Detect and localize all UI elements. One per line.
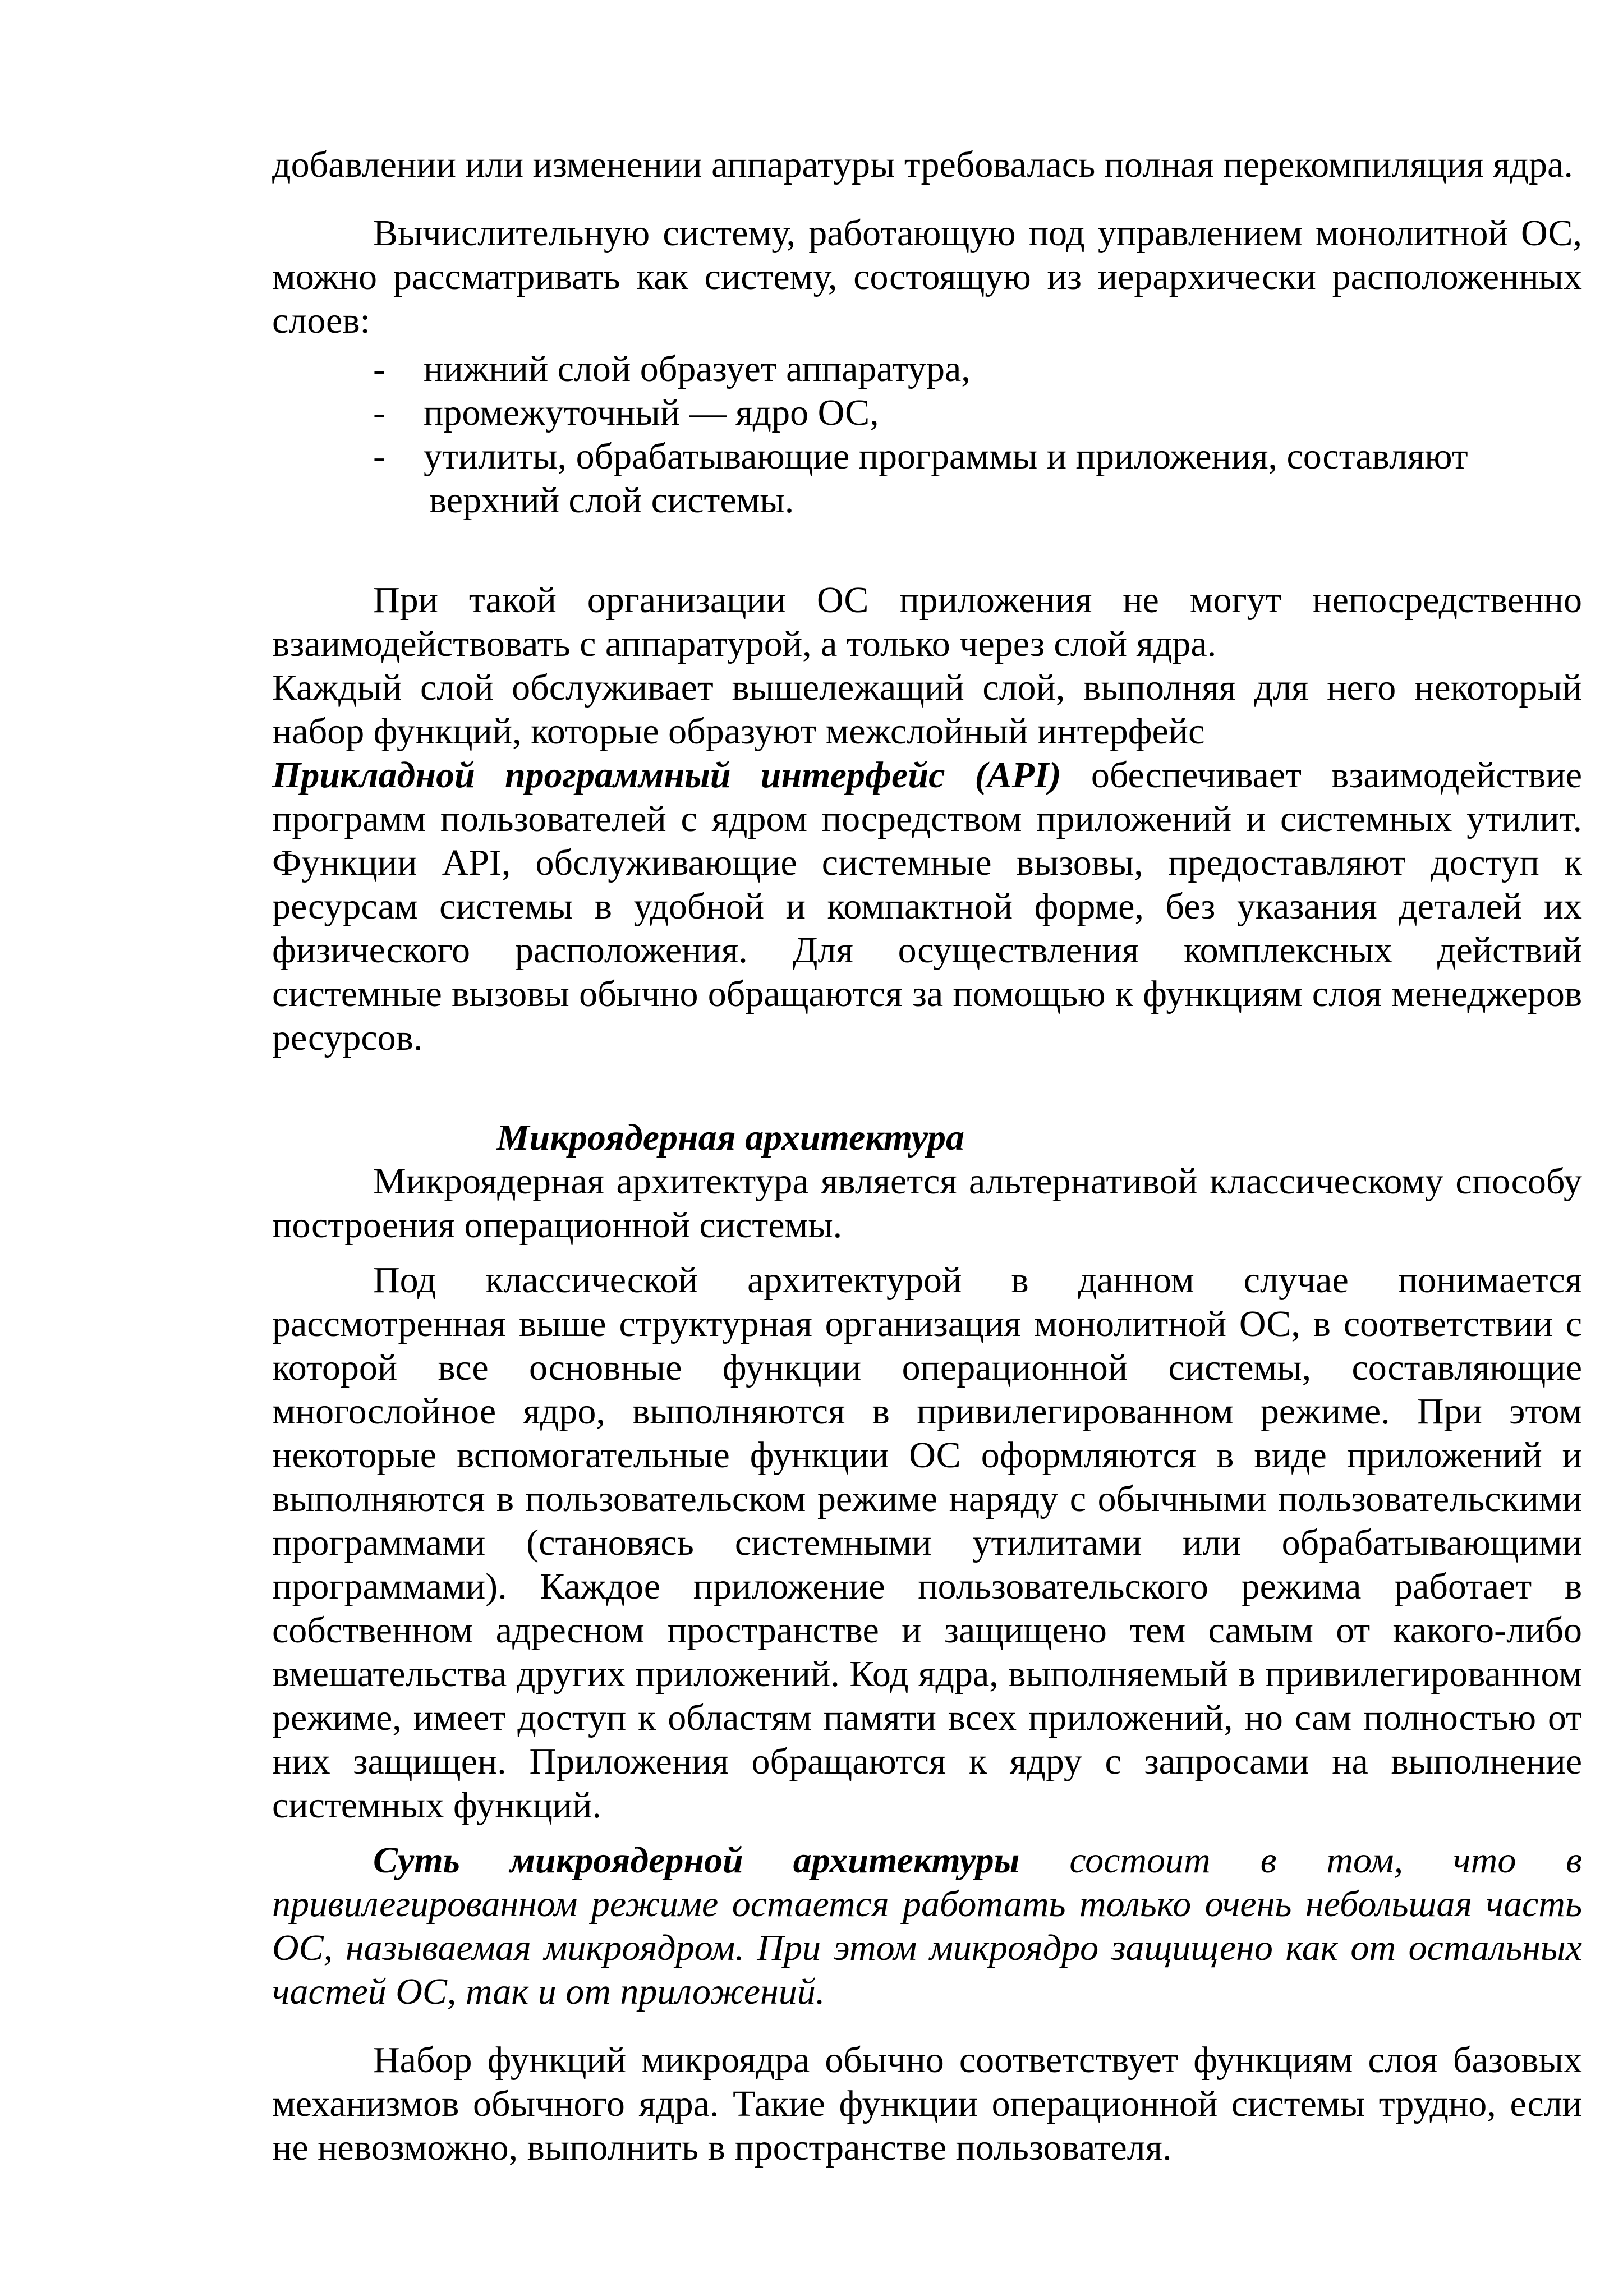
list-item-continuation: верхний слой системы. <box>429 480 794 521</box>
paragraph-intro: добавлении или изменении аппаратуры требовалась полная перекомпиляция ядра. <box>272 144 1573 185</box>
paragraph-classic-architecture: Под классической архитектурой в данном случае понимается рассмотренная выше структурная организация монолитной ОС, в соответствии с которой все основные функции операционной системы, составляющие многослойное ядро, выполняются в привилегированном режиме. При этом некоторые вспомогательные функции ОС оформляются в виде приложений и выполняются в пользовательском режиме наряду с обычными пользовательскими программами (становясь системными утилитами или обрабатывающими программами). Каждое приложение пользовательского режима работает в собственном адресном пространстве и защищено тем самым от какого-либо вмешательства других приложений. Код ядра, выполняемый в привилегированном режиме, имеет доступ к областям памяти всех приложений, но сам полностью от них защищен. Приложения обращаются к ядру с запросами на выполнение системных функций. <box>272 1260 1582 1826</box>
list-item <box>373 391 1574 435</box>
paragraph-essence <box>272 1839 1582 2014</box>
essence-description: состоит в том, что в привилегированном режиме остается работать только очень небольшая часть ОС, называемая микроядром. При этом микроядро защищено как от остальных частей ОС, так и от приложений. <box>272 1840 1582 2012</box>
paragraph-microkernel-functions: Набор функций микроядра обычно соответствует функциям слоя базовых механизмов обычного ядра. Такие функции операционной системы трудно, если не невозможно, выполнить в пространстве пользователя. <box>272 2040 1582 2168</box>
paragraph-organization: При такой организации ОС приложения не могут непосредственно взаимодействовать с аппаратурой, а только через слой ядра. <box>272 580 1582 664</box>
list-dash: - <box>373 436 385 477</box>
paragraph-each-layer: Каждый слой обслуживает вышележащий слой, выполняя для него некоторый набор функций, которые образуют межслойный интерфейс <box>272 667 1582 752</box>
document-page <box>272 143 1582 2170</box>
list-dash: - <box>373 348 385 389</box>
list-item-text: промежуточный — ядро ОС, <box>424 392 879 433</box>
list-item <box>373 435 1574 522</box>
list-item-text: нижний слой образует аппаратура, <box>424 348 971 389</box>
layers-list <box>272 347 1582 522</box>
list-item <box>373 347 1574 391</box>
paragraph-layers-intro: Вычислительную систему, работающую под управлением монолитной ОС, можно рассматривать как систему, состоящую из иерархически расположенных слоев: <box>272 213 1582 341</box>
list-dash: - <box>373 392 385 433</box>
list-item-text: утилиты, обрабатывающие программы и приложения, составляют <box>424 436 1468 477</box>
paragraph-microkernel-alternative: Микроядерная архитектура является альтернативой классическому способу построения операционной системы. <box>272 1161 1582 1246</box>
essence-term: Суть микроядерной архитектуры <box>373 1840 1020 1881</box>
section-heading: Микроядерная архитектура <box>496 1117 964 1158</box>
paragraph-api <box>272 754 1582 1060</box>
api-description: обеспечивает взаимодействие программ пользователей с ядром посредством приложений и системных утилит. Функции API, обслуживающие системные вызовы, предоставляют доступ к ресурсам системы в удобной и компактной форме, без указания деталей их физического расположения. Для осуществления комплексных действий системные вызовы обычно обращаются за помощью к функциям слоя менеджеров ресурсов. <box>272 755 1582 1058</box>
api-term: Прикладной программный интерфейс (API) <box>272 755 1061 796</box>
